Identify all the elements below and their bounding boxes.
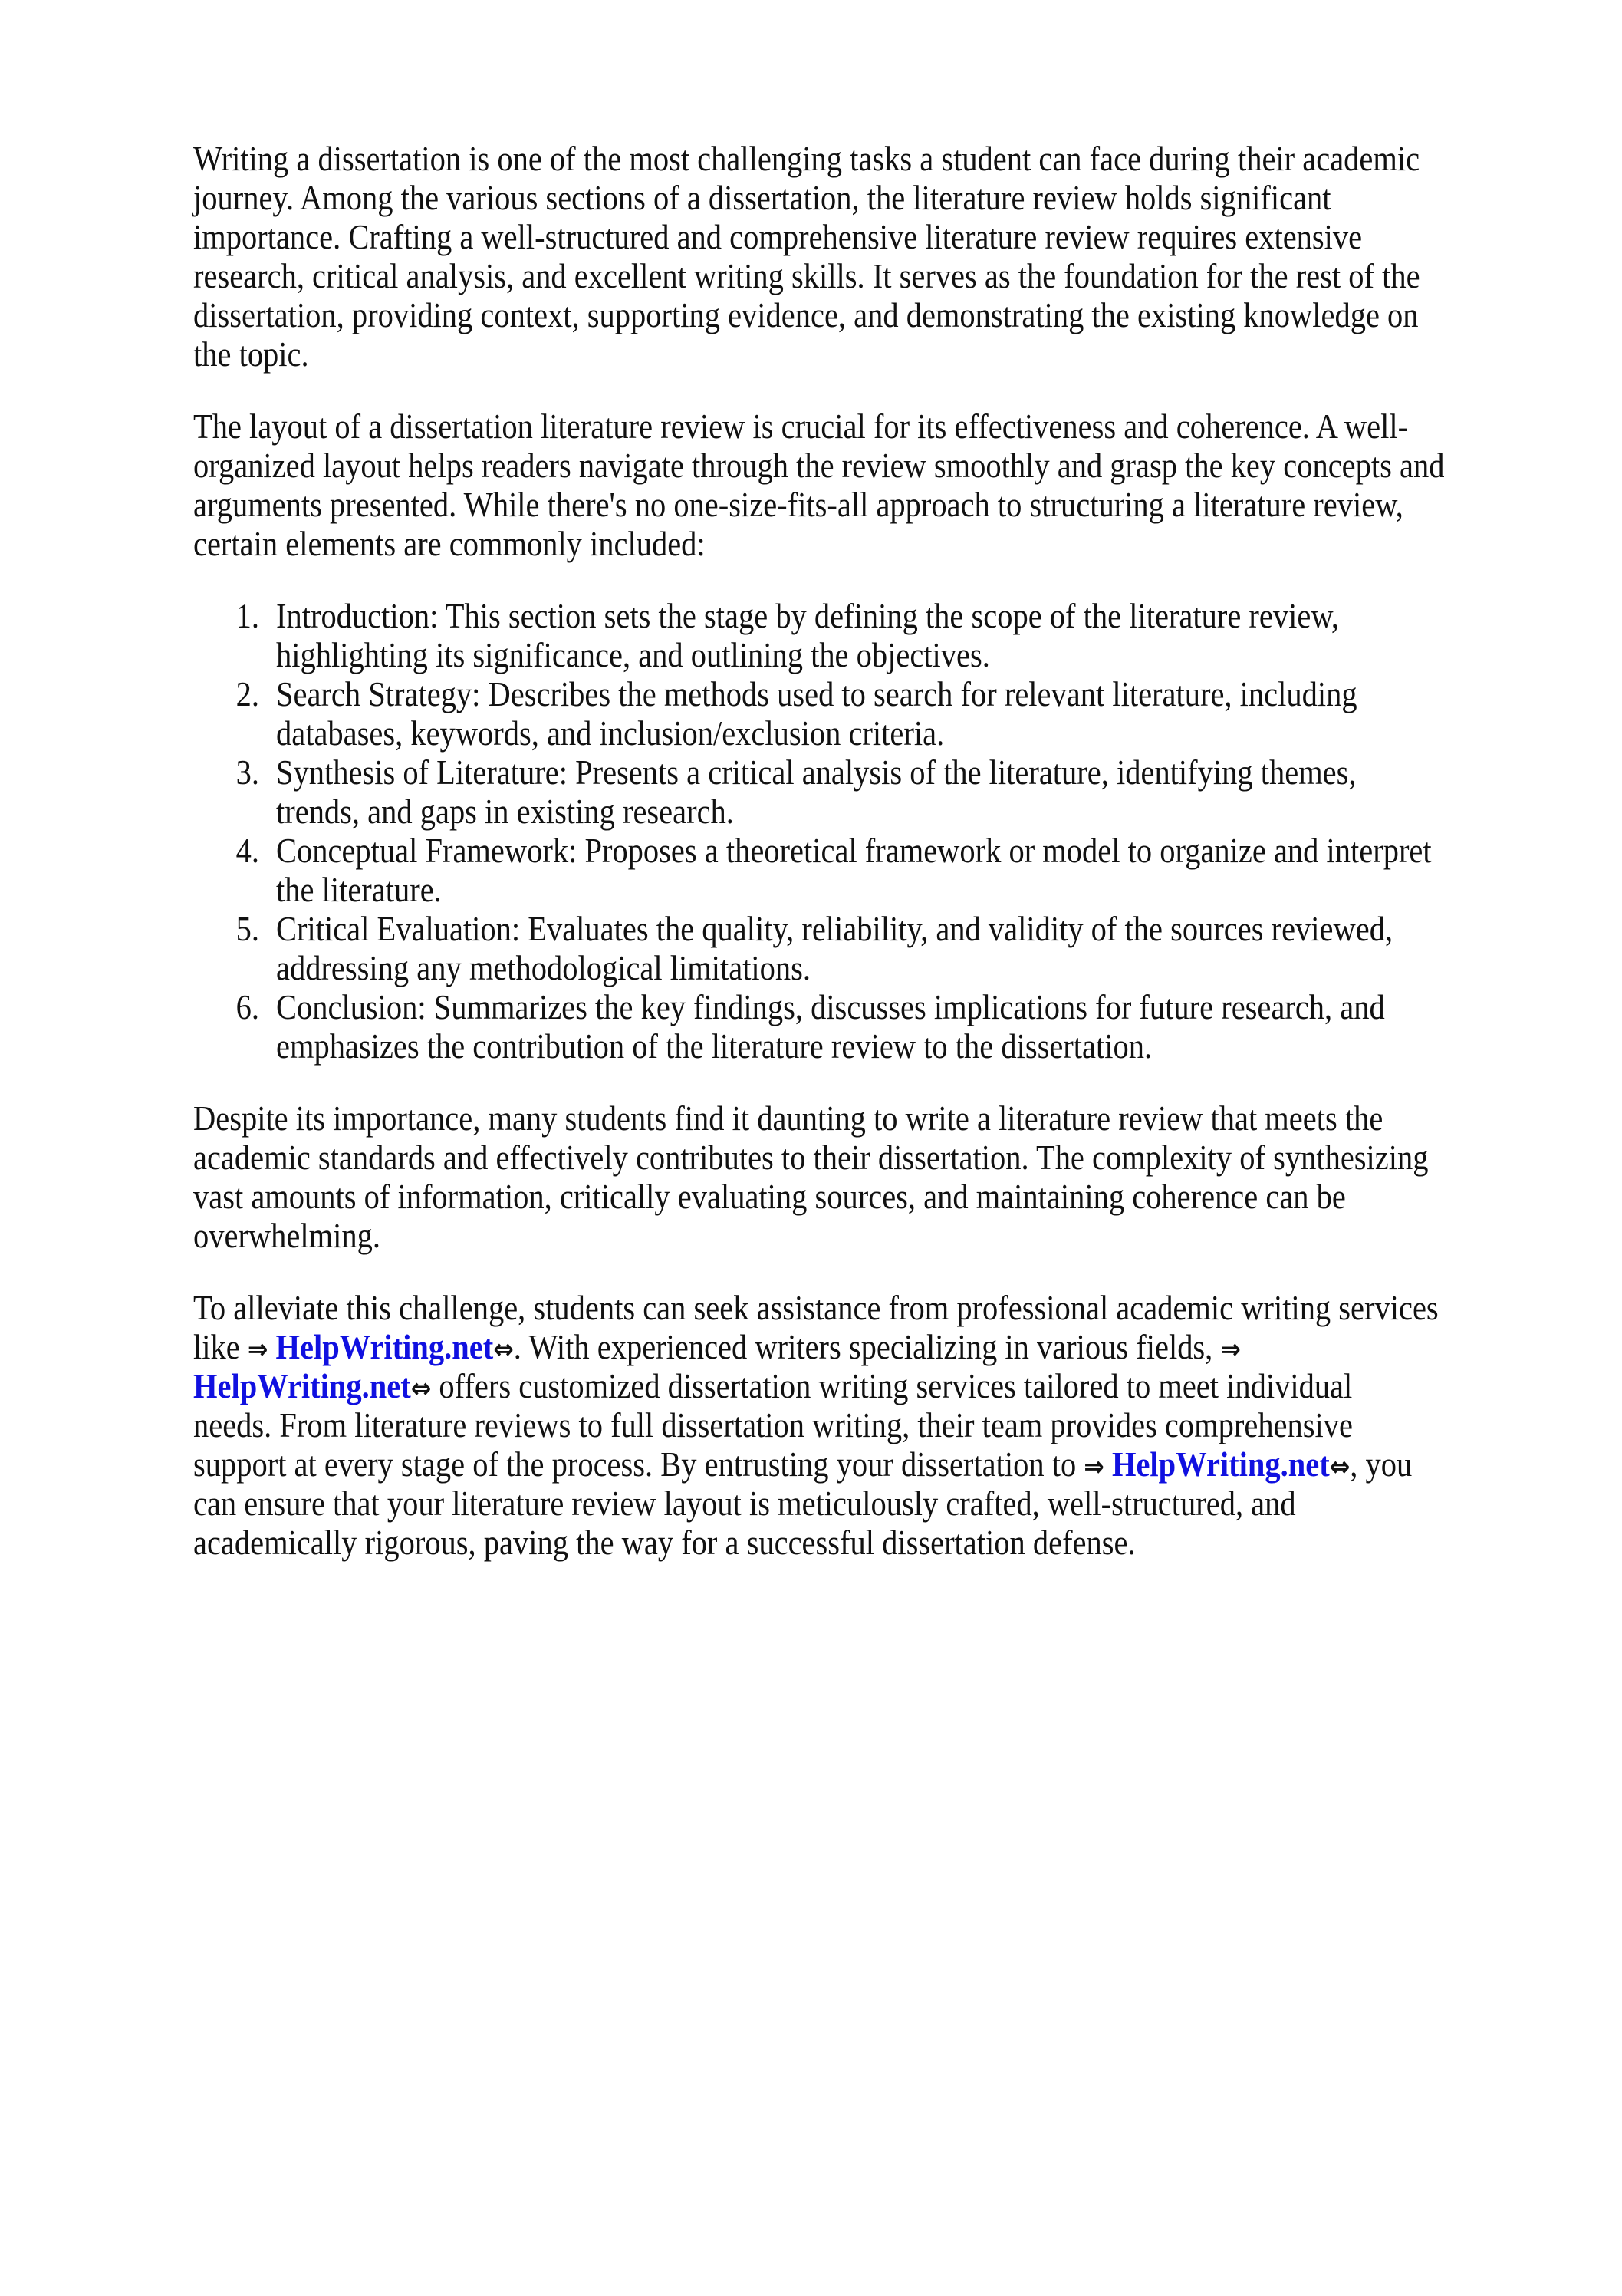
arrow-both-icon: ⇔ (493, 1334, 514, 1365)
text-line: vast amounts of information, critically evaluating sources, and maintaining coherence can be (193, 1177, 1346, 1216)
text-line: addressing any methodological limitations. (276, 948, 811, 987)
helpwriting-link[interactable]: HelpWriting.net (1111, 1444, 1330, 1484)
list-number: 3. (235, 753, 259, 792)
text-line: academic standards and effectively contributes to their dissertation. The complexity of synthesizing (193, 1138, 1429, 1177)
text-line: databases, keywords, and inclusion/exclusion criteria. (276, 713, 945, 753)
list-number: 5. (235, 909, 259, 948)
text: , you (1350, 1444, 1413, 1484)
text-line: journey. Among the various sections of a dissertation, the literature review holds significant (193, 178, 1331, 217)
text-line (193, 1327, 1381, 1366)
text: like (193, 1327, 248, 1366)
text-line: arguments presented. While there's no one-size-fits-all approach to structuring a literature review, (193, 485, 1403, 524)
list-item (193, 753, 1543, 831)
list-number: 2. (235, 674, 259, 713)
text-line: Search Strategy: Describes the methods used to search for relevant literature, including (276, 674, 1357, 713)
text-line: emphasizes the contribution of the literature review to the dissertation. (276, 1026, 1153, 1066)
text-line: organized layout helps readers navigate through the review smoothly and grasp the key concepts and (193, 446, 1445, 485)
text-line: trends, and gaps in existing research. (276, 792, 734, 831)
list-item (193, 596, 1543, 674)
helpwriting-link[interactable]: HelpWriting.net (275, 1327, 494, 1366)
text-line: Writing a dissertation is one of the most challenging tasks a student can face during their academic (193, 139, 1420, 178)
text-line (193, 1366, 1381, 1405)
paragraph-layout (193, 407, 1543, 563)
list-item (193, 831, 1543, 909)
text-line: the topic. (193, 334, 309, 374)
text-line: highlighting its significance, and outlining the objectives. (276, 635, 990, 674)
text-line: importance. Crafting a well-structured and comprehensive literature review requires extensive (193, 217, 1363, 256)
text-line (193, 1444, 1413, 1484)
text: . With experienced writers specializing in various fields, (513, 1327, 1221, 1366)
arrow-right-icon: ⇒ (1084, 1451, 1104, 1483)
arrow-both-icon: ⇔ (1329, 1451, 1351, 1483)
text-line: research, critical analysis, and excellent writing skills. It serves as the foundation for the rest of the (193, 256, 1420, 295)
list-item (193, 909, 1543, 987)
paragraph-challenges (193, 1099, 1543, 1255)
text-line: Despite its importance, many students find it daunting to write a literature review that meets the (193, 1099, 1383, 1138)
helpwriting-link[interactable]: HelpWriting.net (193, 1366, 411, 1405)
text-line: Conceptual Framework: Proposes a theoretical framework or model to organize and interpret (276, 831, 1432, 870)
list-number: 4. (235, 831, 259, 870)
list-item (193, 987, 1543, 1066)
text-line: can ensure that your literature review layout is meticulously crafted, well-structured, and (193, 1484, 1296, 1523)
document-page (193, 139, 1543, 1595)
text: offers customized dissertation writing services tailored to meet individual (431, 1366, 1353, 1405)
arrow-right-icon: ⇒ (247, 1334, 268, 1365)
list-item (193, 674, 1543, 753)
text: support at every stage of the process. By entrusting your dissertation to (193, 1444, 1084, 1484)
text-line: Critical Evaluation: Evaluates the quality, reliability, and validity of the sources reviewed, (276, 909, 1393, 948)
list-number: 1. (235, 596, 259, 635)
text-line: dissertation, providing context, supporting evidence, and demonstrating the existing knowledge on (193, 295, 1419, 334)
arrow-both-icon: ⇔ (410, 1373, 432, 1405)
text-line: overwhelming. (193, 1216, 380, 1255)
elements-list (193, 596, 1543, 1066)
text-line: Synthesis of Literature: Presents a critical analysis of the literature, identifying themes, (276, 753, 1357, 792)
text-line: Introduction: This section sets the stage by defining the scope of the literature review, (276, 596, 1340, 635)
paragraph-intro (193, 139, 1543, 374)
text-line: To alleviate this challenge, students can seek assistance from professional academic writing services (193, 1288, 1439, 1327)
text-line: The layout of a dissertation literature review is crucial for its effectiveness and coherence. A well- (193, 407, 1409, 446)
text-line: needs. From literature reviews to full dissertation writing, their team provides comprehensive (193, 1405, 1353, 1444)
text-line: academically rigorous, paving the way for a successful dissertation defense. (193, 1523, 1136, 1562)
text-line: certain elements are commonly included: (193, 524, 706, 563)
list-number: 6. (235, 987, 259, 1026)
text-line: Conclusion: Summarizes the key findings, discusses implications for future research, and (276, 987, 1385, 1026)
arrow-right-icon: ⇒ (1220, 1334, 1241, 1365)
text-line: the literature. (276, 870, 442, 909)
paragraph-service (193, 1288, 1543, 1562)
